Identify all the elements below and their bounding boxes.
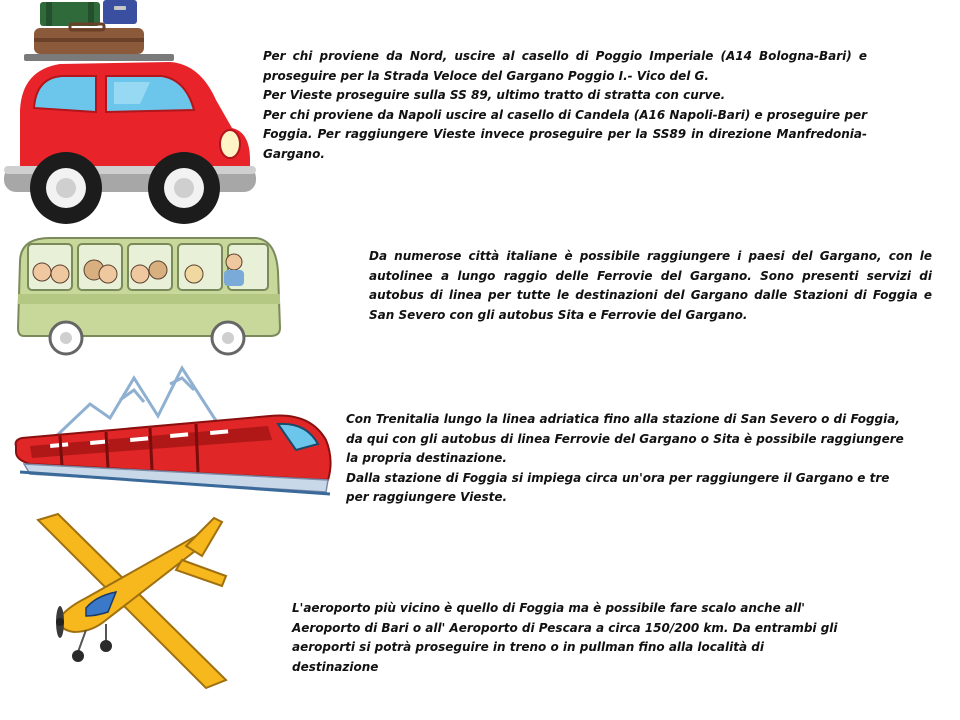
car-directions-vieste: Per Vieste proseguire sulla SS 89, ultimo tratto di stratta con curve. (263, 88, 726, 102)
car-icon (0, 0, 262, 232)
train-directions-route: Con Trenitalia lungo la linea adriatica fino alla stazione di San Severo o di Foggia, da qui con gli autobus di linea Ferrovie del Gargano o Sita è possibile raggiungere la propria destinazione. (346, 412, 904, 465)
car-directions-text (263, 47, 867, 164)
car-directions-north: Per chi proviene da Nord, uscire al casello di Poggio Imperiale (A14 Bologna-Bari) e proseguire per la Strada Veloce del Gargano Poggio I.- Vico del G. (263, 49, 867, 83)
train-directions-time: Dalla stazione di Foggia si impiega circa un'ora per raggiungere il Gargano e tre per raggiungere Vieste. (346, 470, 890, 504)
bus-directions-paragraph: Da numerose città italiane è possibile raggiungere i paesi del Gargano, con le autolinee a lungo raggio delle Ferrovie del Gargano. Sono presenti servizi di autobus di linea per tutte le destinazioni del Gargano dalle Stazioni di Foggia e San Severo con gli autobus Sita e Ferrovie del Gargano. (369, 249, 932, 322)
car-directions-naples: Per chi proviene da Napoli uscire al casello di Candela (A16 Napoli-Bari) e proseguire per Foggia. Per raggiungere Vieste invece proseguire per la SS89 in direzione Manfredonia-Gargano. (263, 107, 867, 161)
plane-directions-line-1: L'aeroporto più vicino è quello di Foggia ma è possibile fare scalo anche all' (292, 601, 805, 615)
bus-icon (10, 232, 286, 356)
plane-directions-line-2: Aeroporto di Bari o all' Aeroporto di Pescara a circa 150/200 km. Da entrambi gli (292, 620, 838, 635)
plane-directions-line-3: aeroporti si potrà proseguire in treno o in pullman fino alla località di destinazione (292, 640, 764, 674)
bus-directions-text (369, 247, 932, 325)
train-icon (10, 360, 336, 508)
plane-directions-text (292, 599, 852, 677)
train-directions-text (346, 410, 912, 508)
airplane-icon (36, 512, 232, 690)
